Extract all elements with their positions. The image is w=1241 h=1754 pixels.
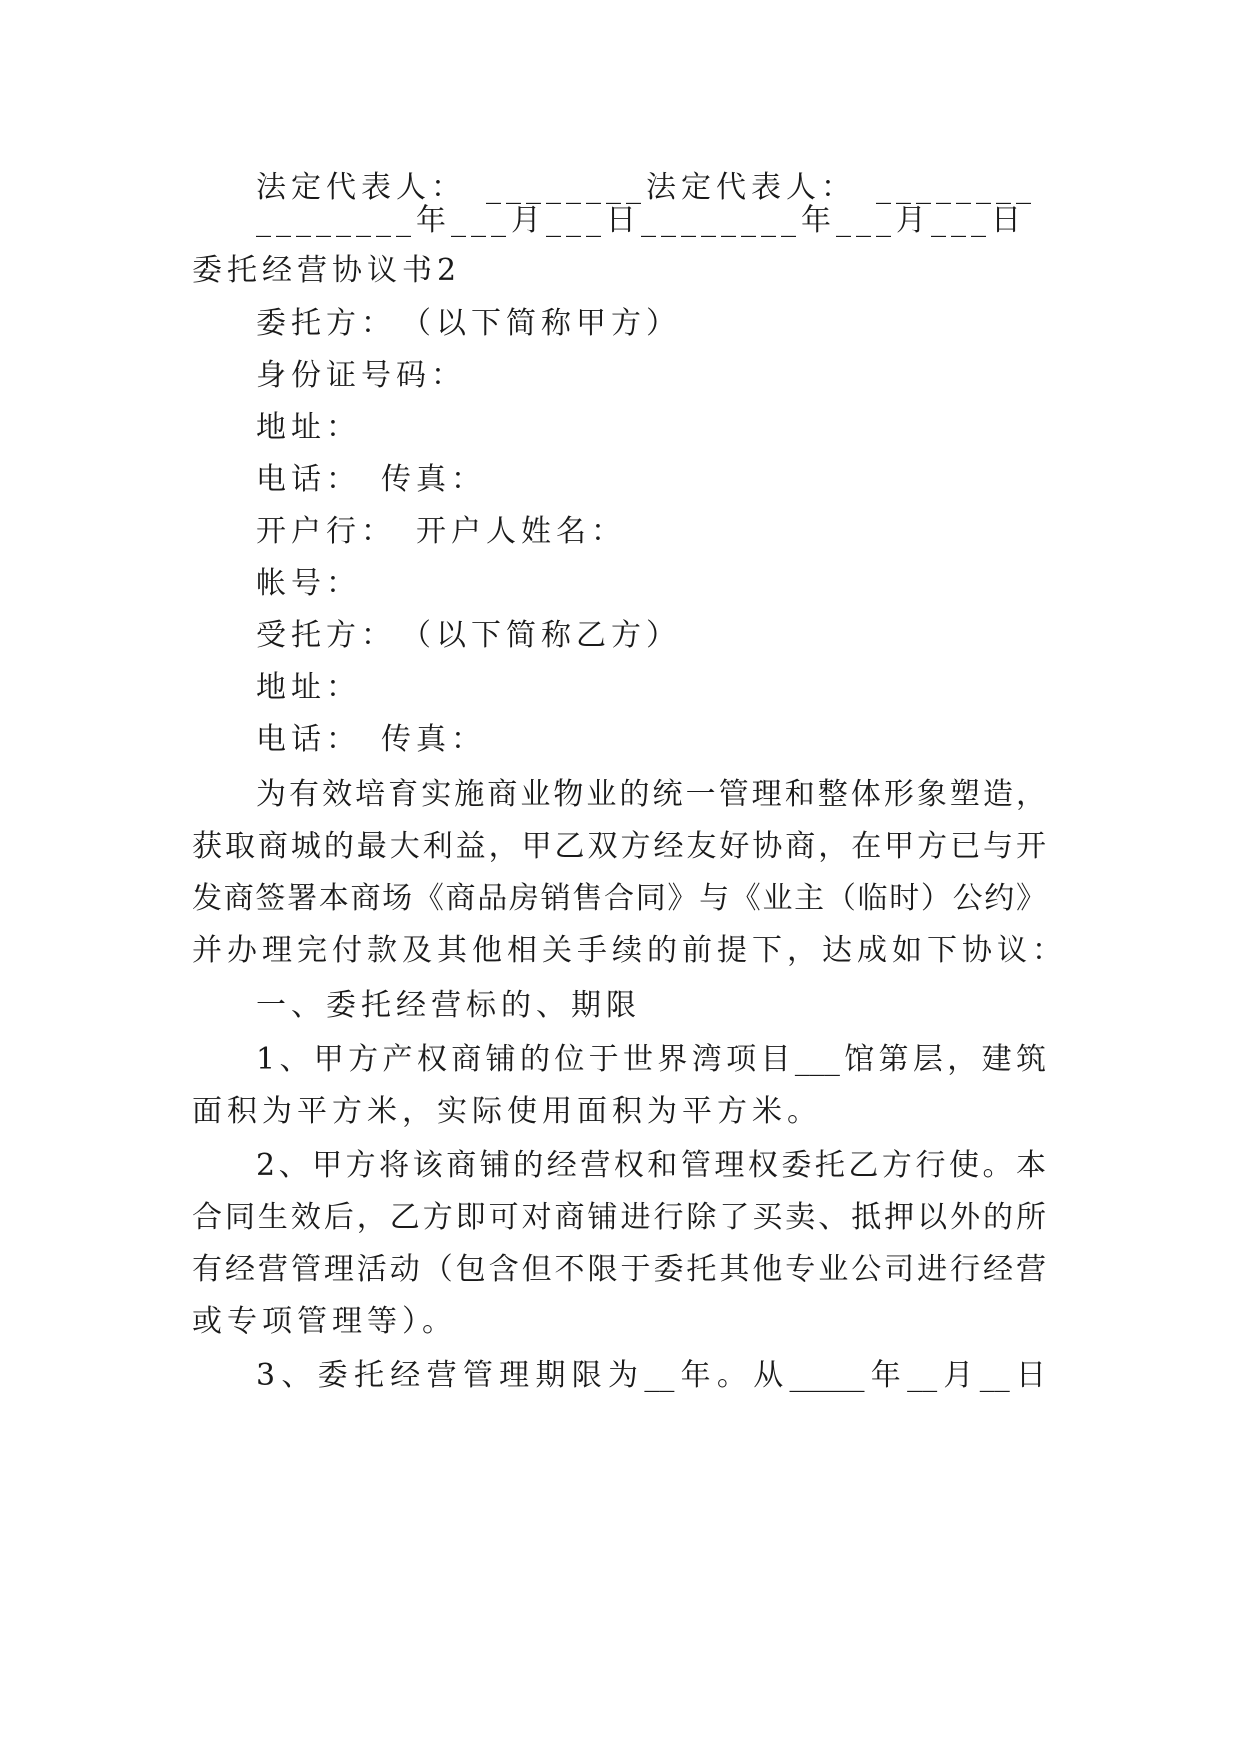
field-bank: 开户行： 开户人姓名： <box>256 514 626 549</box>
clause-2-line-4: 或专项管理等）。 <box>192 1304 457 1339</box>
section-heading-1: 一、委托经营标的、期限 <box>256 988 641 1023</box>
field-phone-fax-principal: 电话： 传真： <box>256 462 486 497</box>
paragraph-intro-line-4: 并办理完付款及其他相关手续的前提下，达成如下协议： <box>192 933 1067 968</box>
field-address-agent: 地址： <box>256 670 361 705</box>
clause-3-line-1: 3、委托经营管理期限为__年。从_____年__月__日 <box>256 1358 1046 1393</box>
clause-1-line-2: 面积为平方米，实际使用面积为平方米。 <box>192 1094 822 1129</box>
clause-2-line-3: 有经营管理活动（包含但不限于委托其他专业公司进行经营 <box>192 1252 1046 1287</box>
clause-2-line-1: 2、甲方将该商铺的经营权和管理权委托乙方行使。本 <box>256 1148 1046 1183</box>
paragraph-intro-line-3: 发商签署本商场《商品房销售合同》与《业主（临时）公约》 <box>192 881 1046 916</box>
signature-line-dates: ________年___月___日________年___月___日 <box>256 203 1026 238</box>
field-phone-fax-agent: 电话： 传真： <box>256 722 486 757</box>
field-account: 帐号： <box>256 566 361 601</box>
paragraph-intro-line-1: 为有效培育实施商业物业的统一管理和整体形象塑造， <box>256 777 1046 812</box>
field-principal: 委托方： （以下简称甲方） <box>256 306 681 341</box>
field-agent: 受托方： （以下简称乙方） <box>256 618 681 653</box>
field-id-number: 身份证号码： <box>256 358 466 393</box>
clause-1-line-1: 1、甲方产权商铺的位于世界湾项目___馆第层，建筑 <box>256 1042 1046 1077</box>
paragraph-intro-line-2: 获取商城的最大利益，甲乙双方经友好协商，在甲方已与开 <box>192 829 1046 864</box>
signature-line-legal-representatives: 法定代表人： ________法定代表人： ________ <box>256 170 1036 205</box>
clause-2-line-2: 合同生效后，乙方即可对商铺进行除了买卖、抵押以外的所 <box>192 1200 1046 1235</box>
document-title: 委托经营协议书2 <box>192 253 462 288</box>
field-address-principal: 地址： <box>256 410 361 445</box>
